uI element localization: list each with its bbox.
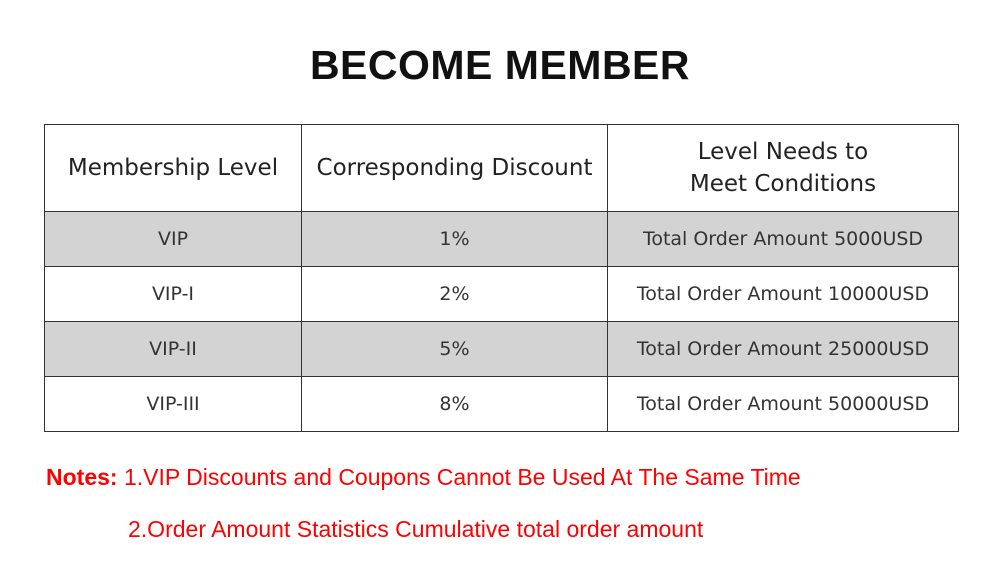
header-membership-level: Membership Level [45, 125, 302, 212]
membership-table [44, 124, 959, 432]
note-text-2: 2.Order Amount Statistics Cumulative total order amount [128, 516, 704, 542]
table-row [45, 377, 959, 432]
table-row [45, 267, 959, 322]
page-title: BECOME MEMBER [309, 42, 691, 88]
table-header-row [45, 125, 959, 212]
cell-discount: 1% [302, 212, 608, 267]
cell-level: VIP-I [45, 267, 302, 322]
cell-level: VIP [45, 212, 302, 267]
notes-label: Notes: [46, 464, 118, 490]
cell-condition: Total Order Amount 25000USD [608, 322, 959, 377]
cell-level: VIP-II [45, 322, 302, 377]
note-line-1 [46, 464, 801, 491]
cell-condition: Total Order Amount 10000USD [608, 267, 959, 322]
cell-level: VIP-III [45, 377, 302, 432]
table-row [45, 212, 959, 267]
cell-discount: 8% [302, 377, 608, 432]
note-line-2 [128, 516, 703, 543]
cell-discount: 5% [302, 322, 608, 377]
cell-condition: Total Order Amount 5000USD [608, 212, 959, 267]
header-corresponding-discount: Corresponding Discount [302, 125, 608, 212]
cell-discount: 2% [302, 267, 608, 322]
cell-condition: Total Order Amount 50000USD [608, 377, 959, 432]
table-row [45, 322, 959, 377]
header-level-conditions: Level Needs to Meet Conditions [608, 125, 959, 212]
note-text-1: 1.VIP Discounts and Coupons Cannot Be Used At The Same Time [123, 464, 801, 490]
